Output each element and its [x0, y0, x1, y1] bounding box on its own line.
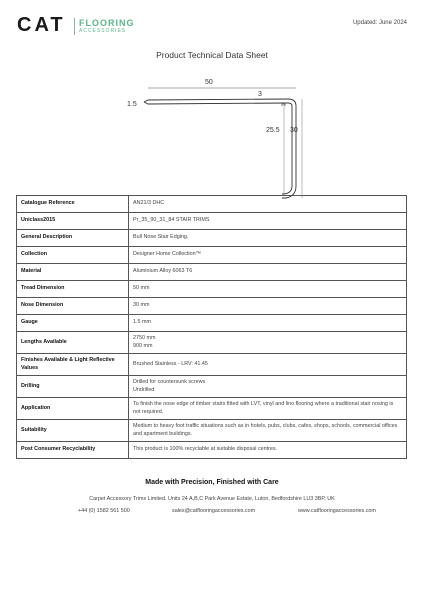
dim-inner: 25.5	[266, 127, 280, 134]
spec-row	[17, 247, 407, 264]
spec-label: Collection	[17, 247, 129, 264]
spec-value	[129, 420, 407, 442]
spec-row	[17, 281, 407, 298]
spec-value	[129, 398, 407, 420]
spec-label: Lengths Available	[17, 332, 129, 354]
spec-value-line: 900 mm	[133, 342, 153, 349]
spec-value	[129, 213, 407, 230]
dim-radius: 3	[258, 91, 262, 98]
profile-outer-line	[144, 99, 296, 198]
footer-tagline: Made with Precision, Finished with Care	[145, 479, 279, 486]
footer-phone[interactable]: +44 (0) 1582 561 500	[78, 508, 130, 514]
spec-value	[129, 264, 407, 281]
spec-value-line: Pr_35_90_31_84 STAIR TRIMS	[133, 217, 210, 224]
footer-website[interactable]: www.catflooringaccessories.com	[298, 508, 376, 514]
spec-label: General Description	[17, 230, 129, 247]
spec-row	[17, 213, 407, 230]
spec-value-line: 1.5 mm	[133, 319, 151, 326]
spec-row	[17, 315, 407, 332]
spec-value	[129, 247, 407, 264]
spec-row	[17, 376, 407, 398]
logo-subtitle-flooring: FLOORING	[79, 18, 135, 28]
spec-row	[17, 354, 407, 376]
dim-thickness: 1.5	[127, 101, 137, 108]
profile-inner-line	[144, 102, 292, 194]
spec-value-line: To finish the nose edge of timber stairs fitted with LVT, vinyl and lino flooring where a traditional stair nosing is not required.	[133, 401, 394, 415]
spec-value-line: Medium to heavy foot traffic situations such as in hotels, pubs, clubs, cafes, shops, schools, commercial offices and apartment buildings.	[133, 423, 398, 437]
logo-subtitle-accessories: ACCESSORIES	[79, 28, 127, 34]
page-header	[0, 0, 424, 50]
spec-value	[129, 281, 407, 298]
spec-value-line: Designer Home Collection™	[133, 251, 202, 258]
logo-divider	[74, 18, 75, 35]
spec-value	[129, 298, 407, 315]
updated-date: Updated: June 2024	[352, 20, 407, 26]
spec-row	[17, 420, 407, 442]
spec-label: Post Consumer Recyclability	[17, 442, 129, 459]
spec-value-line: 2750 mm	[133, 335, 156, 342]
spec-row	[17, 442, 407, 459]
spec-row	[17, 230, 407, 247]
spec-label: Drilling	[17, 376, 129, 398]
spec-label: Suitability	[17, 420, 129, 442]
spec-row	[17, 196, 407, 213]
footer-email[interactable]: sales@catflooringaccessories.com	[172, 508, 256, 514]
spec-label: Material	[17, 264, 129, 281]
spec-label: Gauge	[17, 315, 129, 332]
spec-value	[129, 332, 407, 354]
spec-value	[129, 196, 407, 213]
spec-value	[129, 354, 407, 376]
spec-value	[129, 442, 407, 459]
spec-value	[129, 230, 407, 247]
spec-row	[17, 264, 407, 281]
profile-drawing	[127, 70, 310, 205]
dim-nose: 30	[290, 127, 298, 134]
spec-row	[17, 398, 407, 420]
spec-label: Catalogue Reference	[17, 196, 129, 213]
spec-value-line: 50 mm	[133, 285, 150, 292]
footer-address: Carpet Accessory Trims Limited. Units 24 A,B,C Park Avenue Estate, Luton, Bedfordshire LU3 3BP, UK	[89, 496, 335, 502]
spec-row	[17, 332, 407, 354]
spec-value-line: Aluminium Alloy 6063 T6	[133, 268, 193, 275]
spec-value-line: Bull Nose Stair Edging.	[133, 234, 189, 241]
spec-value-line: This product is 100% recyclable at suitable disposal centres.	[133, 446, 278, 453]
spec-value-line: Drilled for countersunk screws	[133, 379, 206, 386]
spec-label: Nose Dimension	[17, 298, 129, 315]
spec-value-line: 30 mm	[133, 302, 150, 309]
spec-label: Uniclass2015	[17, 213, 129, 230]
spec-value-line: Brushed Stainless - LRV: 41.45	[133, 360, 208, 367]
spec-value-line: AN21/3 DHC	[133, 200, 165, 207]
spec-table	[16, 195, 407, 459]
spec-value-line: Undrilled	[133, 386, 155, 393]
spec-value	[129, 315, 407, 332]
dim-tread: 50	[205, 79, 213, 86]
spec-label: Finishes Available & Light Reflective Values	[17, 354, 129, 376]
spec-row	[17, 298, 407, 315]
spec-value	[129, 376, 407, 398]
profile-leg	[282, 104, 285, 106]
spec-label: Tread Dimension	[17, 281, 129, 298]
spec-label: Application	[17, 398, 129, 420]
page-title: Product Technical Data Sheet	[156, 50, 268, 60]
logo-wordmark: CAT	[17, 14, 66, 36]
